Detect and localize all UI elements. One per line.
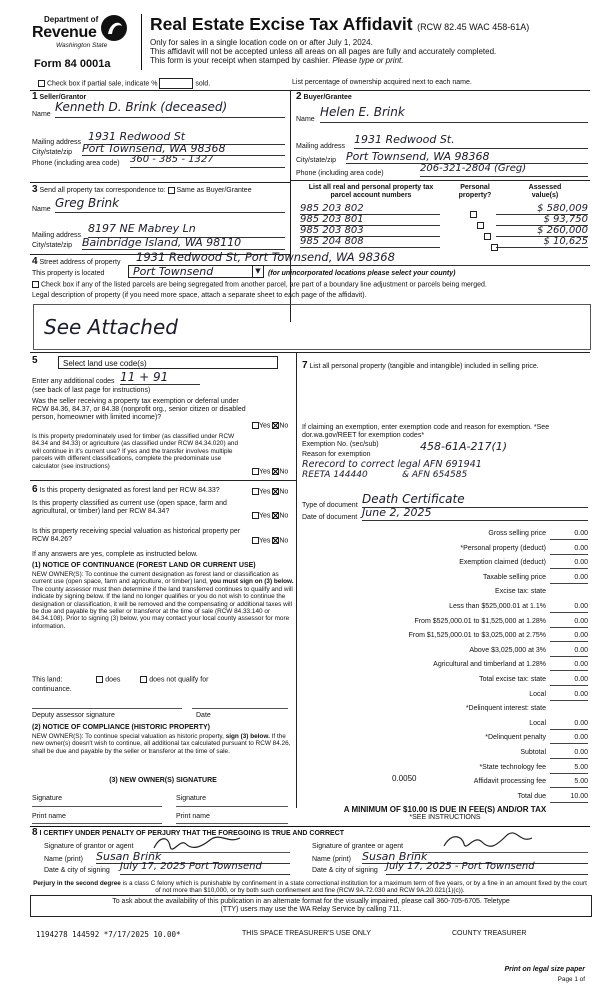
calc-value: 0.00 [574, 632, 588, 639]
same-as-buyer-checkbox[interactable] [168, 187, 175, 194]
grantor-date-field[interactable]: July 17, 2025 Port Townsend [120, 861, 290, 875]
calc-value-line [550, 743, 588, 744]
reason-field-2[interactable]: REETA 144440 & AFN 654585 [302, 470, 468, 480]
forest-yes-checkbox[interactable] [252, 488, 259, 495]
calc-label: From $525,000.01 to $1,525,000 at 1.28% [414, 618, 546, 625]
reason-field-1[interactable]: Rerecord to correct legal AFN 691941 [302, 459, 482, 470]
calc-value: 0.00 [574, 545, 588, 552]
timber-question: Is this property predominately used for timber (as classified under RCW 84.34 and 84.33) or agriculture (as classified under RCW 84.34.020) and will continue in it's current use? If yes and the transfer involves multiple parcels with different classifications, complete the predominate use calculator (see instructions) [32, 433, 239, 470]
grantor-name-field[interactable]: Susan Brink [96, 850, 290, 864]
calc-value-line [550, 729, 588, 730]
personal-property-checkbox[interactable] [484, 233, 491, 240]
calc-value: 0.00 [574, 749, 588, 756]
calc-value: 0.00 [574, 530, 588, 537]
notice-1-body: NEW OWNER(S): To continue the current designation as forest land or classification as current use (open space, farm and agriculture, or timber) land, you must sign on (3) below. The county assessor must then determine if the land transferred continues to qualify and will indicate by signing below. If the land no longer qualifies or you do not wish to continue the designation or classification, it will be removed and the compensating or additional taxes will be due and payable by the seller or transferor at the time of sale (RCW 84.33.140 or 84.34.108). Prior to signing (3) below, you may contact your local county assessor for more information. [32, 571, 294, 630]
calc-value: 0.00 [574, 734, 588, 741]
form-number: Form 84 0001a [34, 58, 111, 70]
calc-label: *Delinquent interest: state [465, 705, 546, 712]
assessed-header: Assessed value(s) [528, 184, 562, 199]
calc-label: *Personal property (deduct) [460, 545, 546, 552]
calc-value: 5.00 [574, 764, 588, 771]
calc-label: Local [529, 691, 546, 698]
section-2: 2 Buyer/Grantee [296, 91, 352, 102]
chevron-down-icon: ▼ [252, 266, 263, 277]
historic-answer: Yes No [252, 537, 288, 545]
buyer-name-field[interactable]: Helen E. Brink [320, 105, 588, 123]
treasurer-use-label: THIS SPACE TREASURER'S USE ONLY [242, 930, 371, 937]
tax-mail-field[interactable]: 8197 NE Mabrey Ln [88, 222, 285, 238]
notice-3-title: (3) NEW OWNER(S) SIGNATURE [109, 777, 217, 784]
forest-question: 6 Is this property designated as forest land per RCW 84.33? [32, 484, 220, 495]
minimum-due-note: A MINIMUM OF $10.00 IS DUE IN FEE(S) AND/OR TAX [343, 805, 547, 814]
additional-codes-label: Enter any additional codes [32, 378, 115, 385]
exemption-no-field[interactable]: 458-61A-217(1) [420, 440, 508, 453]
calc-value-line [550, 539, 588, 540]
calc-value-line [550, 656, 588, 657]
dor-swirl-icon [100, 14, 128, 42]
notice-1-title: (1) NOTICE OF CONTINUANCE (FOREST LAND OR CURRENT USE) [32, 562, 256, 569]
new-owner-signature-1: Signature [32, 795, 62, 802]
parcel-number-field[interactable]: 985 203 802 [300, 204, 440, 215]
partial-sale: Check box if partial sale, indicate % sold. [38, 78, 210, 89]
timber-answer: Yes No [252, 468, 288, 476]
calc-value: 0.00 [574, 647, 588, 654]
calc-value-line [550, 627, 588, 628]
seller-phone-label: Phone (including area code) [32, 160, 120, 167]
exemption-no-label: Exemption No. (sec/sub) [302, 441, 379, 448]
doc-type-field[interactable]: Death Certificate [362, 492, 588, 508]
seller-mail-label: Mailing address [32, 139, 82, 146]
new-owner-print-2: Print name [176, 813, 210, 820]
calc-value: 0.00 [574, 691, 588, 698]
historic-question: Is this property receiving special valuation as historical property per RCW 84.26? [32, 528, 241, 543]
seller-city-label: City/state/zip [32, 149, 73, 156]
buyer-city-label: City/state/zip [296, 157, 337, 164]
calc-value: 5.00 [574, 778, 588, 785]
legal-paper-note: Print on legal size paper [504, 966, 585, 973]
calc-label: From $1,525,000.01 to $3,025,000 at 2.75% [408, 632, 546, 639]
grantee-date-field[interactable]: July 17, 2025 - Port Townsend [386, 861, 588, 875]
assessed-value-field[interactable]: $ 580,009 [496, 204, 588, 215]
deputy-date-label: Date [196, 712, 211, 719]
title-text: Real Estate Excise Tax Affidavit [150, 14, 413, 34]
seller-name-label: Name [32, 111, 51, 118]
tax-city-label: City/state/zip [32, 242, 73, 249]
calc-label: Local [529, 720, 546, 727]
new-owner-print-1: Print name [32, 813, 66, 820]
reason-label: Reason for exemption [302, 451, 371, 458]
calc-label: Taxable selling price [482, 574, 546, 581]
ownership-note: List percentage of ownership acquired next to each name. [292, 79, 472, 86]
section-7: 7 List all personal property (tangible and intangible) included in selling price. [302, 360, 539, 371]
logo-state: Washington State [56, 42, 108, 49]
legal-description-box[interactable] [33, 304, 591, 350]
new-owner-signature-2: Signature [176, 795, 206, 802]
calc-label: Total excise tax: state [479, 676, 546, 683]
exemption-question: Was the seller receiving a property tax exemption or deferral under RCW 84.36, 84.37, or 84.38 (nonprofit org., senior citizen or disabled person, homeowner with limited income)? [32, 398, 246, 421]
located-label: This property is located [32, 270, 105, 277]
treasurer-stamp: 1194278 144592 *7/17/2025 10.00* [36, 930, 181, 939]
calc-label: Gross selling price [488, 530, 546, 537]
buyer-phone-field[interactable]: 206-321-2804 (Greg) [420, 163, 588, 177]
calc-label: Above $3,025,000 at 3% [469, 647, 546, 654]
exemption-no-checkbox[interactable] [272, 422, 279, 429]
segregated-row: Check box if any of the listed parcels are being segregated from another parcel, are part of a boundary line adjustment or parcels being merged. [32, 281, 592, 289]
historic-yes-checkbox[interactable] [252, 537, 259, 544]
calc-label: *Delinquent penalty [485, 734, 546, 741]
additional-codes-field[interactable]: 11 + 91 [120, 370, 200, 385]
parcel-number-field[interactable]: 985 203 803 [300, 226, 440, 237]
calc-label: Less than $525,000.01 at 1.1% [449, 603, 546, 610]
grantor-name-label: Name (print) [44, 856, 83, 863]
buyer-phone-label: Phone (including area code) [296, 170, 384, 177]
personal-header: Personal property? [458, 184, 492, 199]
buyer-mail-field[interactable]: 1931 Redwood St. [354, 133, 588, 149]
continuance-label: continuance. [32, 686, 72, 693]
notice-2-body: NEW OWNER(S): To continue special valuation as historic property, sign (3) below. If the new owner(s) doesn't wish to continue, all additional tax calculated pursuant to RCW 84.26, shall be due and payable by the seller or transferor at the time of sale. [32, 733, 291, 755]
location-select[interactable]: Port Townsend ▼ [128, 265, 264, 278]
buyer-title: Buyer/Grantee [303, 94, 352, 101]
calc-value: 10.00 [570, 793, 588, 800]
legal-label: Legal description of property (if you need more space, attach a separate sheet to each page of the affidavit). [32, 292, 367, 299]
form-title [150, 14, 590, 35]
parcel-number-field[interactable]: 985 203 801 [300, 215, 440, 226]
tax-name-label: Name [32, 206, 51, 213]
see-back-note: (see back of last page for instructions) [32, 387, 151, 394]
calc-value-line [550, 568, 588, 569]
section-1: 1 Seller/Grantor [32, 91, 87, 102]
current-use-yes-checkbox[interactable] [252, 512, 259, 519]
grantor-date-label: Date & city of signing [44, 867, 110, 874]
perjury-note: Perjury in the second degree is a class C felony which is punishable by confinement in a state correctional institution for a maximum term of five years, or by a fine in an amount fixed by the court of not more than $10,000, or by both such confinement and fine (RCW 9A.72.030 and RCW 9A.20.021(1)(c)). [33, 880, 587, 895]
calc-value-line [550, 787, 588, 788]
buyer-city-field[interactable]: Port Townsend, WA 98368 [346, 150, 588, 164]
calc-label: Excise tax: state [495, 588, 546, 595]
seller-title: Seller/Grantor [39, 94, 87, 101]
grantor-signature-label: Signature of grantor or agent [44, 843, 134, 850]
calc-value: 0.00 [574, 559, 588, 566]
seller-phone-field[interactable]: 360 - 385 - 1327 [130, 154, 285, 168]
calc-value-line [550, 641, 588, 642]
calc-value: 0.00 [574, 574, 588, 581]
header-line-1: Only for sales in a single location code on or after July 1, 2024. [150, 38, 373, 47]
land-does-not-checkbox[interactable] [140, 676, 147, 683]
exemption-intro: If claiming an exemption, enter exemption code and reason for exemption. *See dor.wa.gov/REET for exemption codes* [302, 424, 550, 439]
forest-answer: Yes No [252, 488, 288, 496]
calc-label: Total due [517, 793, 546, 800]
if-yes-note: If any answers are yes, complete as instructed below. [32, 551, 198, 558]
header-line-2: This affidavit will not be accepted unless all areas on all pages are fully and accurately completed. [150, 47, 497, 56]
calc-label: Subtotal [520, 749, 546, 756]
exemption-yes-checkbox[interactable] [252, 422, 259, 429]
calc-value-line [550, 685, 588, 686]
grantee-name-field[interactable]: Susan Brink [362, 850, 588, 864]
calc-value: 0.00 [574, 603, 588, 610]
calc-value-line [550, 612, 588, 613]
tax-city-field[interactable]: Bainbridge Island, WA 98110 [82, 236, 285, 250]
notice-2-title: (2) NOTICE OF COMPLIANCE (HISTORIC PROPERTY) [32, 724, 210, 731]
assessed-value-field[interactable]: $ 260,000 [496, 226, 588, 237]
section-3: 3 Send all property tax correspondence to: Same as Buyer/Grantee [32, 184, 252, 195]
dor-logo [30, 14, 130, 60]
calc-label: Exemption claimed (deduct) [459, 559, 546, 566]
doc-type-label: Type of document [302, 502, 358, 509]
calc-value-line [550, 758, 588, 759]
section-4: 4 Street address of property [32, 256, 121, 267]
calc-label: *State technology fee [479, 764, 546, 771]
see-instructions-note: *SEE INSTRUCTIONS [409, 814, 481, 821]
calc-value: 0.00 [574, 720, 588, 727]
land-use-select[interactable]: Select land use code(s) [58, 356, 278, 369]
calc-value-line [550, 583, 588, 584]
logo-revenue: Revenue [32, 24, 97, 41]
segregated-checkbox[interactable] [32, 281, 39, 288]
unincorporated-note: (for unincorporated locations please select your county) [268, 270, 456, 277]
deputy-signature-label: Deputy assessor signature [32, 712, 115, 719]
calc-value-line [550, 554, 588, 555]
current-use-answer: Yes No [252, 512, 288, 520]
local-rate: 0.0050 [392, 774, 417, 783]
property-address-field[interactable]: 1931 Redwood St, Port Townsend, WA 98368 [136, 250, 590, 266]
grantee-signature-label: Signature of grantee or agent [312, 843, 404, 850]
alt-format-note: To ask about the availability of this publication in an alternate format for the visually impaired, please call 360-705-6705. Teletype (TTY) users may use the WA Relay Service by calling 711. [30, 895, 592, 917]
tax-name-field[interactable]: Greg Brink [55, 196, 285, 213]
assessed-value-field[interactable]: $ 93,750 [496, 215, 588, 226]
calc-value-line [550, 670, 588, 671]
calc-value-line [550, 802, 588, 803]
calc-value: 0.00 [574, 618, 588, 625]
calc-value-line [550, 700, 588, 701]
title-rcw: (RCW 82.45 WAC 458-61A) [417, 22, 530, 32]
doc-date-label: Date of document [302, 514, 358, 521]
grantee-signature-image [440, 832, 540, 850]
personal-property-checkbox[interactable] [477, 222, 484, 229]
calc-value-line [550, 773, 588, 774]
buyer-name-label: Name [296, 116, 315, 123]
parcel-number-field[interactable]: 985 204 808 [300, 237, 440, 248]
logo-dept: Department of [44, 15, 99, 24]
assessed-value-field[interactable]: $ 10,625 [496, 237, 588, 248]
grantee-date-label: Date & city of signing [312, 867, 378, 874]
seller-city-field[interactable]: Port Townsend, WA 98368 [82, 142, 285, 156]
this-land-row: This land: does does not qualify for [32, 676, 209, 684]
personal-property-checkbox[interactable] [470, 211, 477, 218]
calc-value: 0.00 [574, 661, 588, 668]
seller-mail-field[interactable]: 1931 Redwood St [88, 130, 285, 145]
current-use-question: Is this property classified as current use (open space, farm and agricultural, or timber) land per RCW 84.34? [32, 500, 227, 515]
historic-no-checkbox[interactable] [272, 537, 279, 544]
page-number: Page 1 of [557, 976, 585, 983]
timber-yes-checkbox[interactable] [252, 468, 259, 475]
partial-percent-field[interactable] [159, 78, 193, 89]
partial-sale-checkbox[interactable] [38, 80, 45, 87]
seller-name-field[interactable]: Kenneth D. Brink (deceased) [55, 100, 285, 118]
timber-no-checkbox[interactable] [272, 468, 279, 475]
calc-label: Affidavit processing fee [473, 778, 546, 785]
forest-no-checkbox[interactable] [272, 488, 279, 495]
legal-description-value: See Attached [44, 315, 178, 339]
calc-value: 0.00 [574, 676, 588, 683]
county-treasurer-label: COUNTY TREASURER [452, 930, 527, 937]
calc-label: Agricultural and timberland at 1.28% [433, 661, 546, 668]
buyer-mail-label: Mailing address [296, 143, 346, 150]
parcel-header: List all real and personal property tax parcel account numbers [308, 184, 434, 199]
doc-date-field[interactable]: June 2, 2025 [362, 506, 588, 521]
grantee-name-label: Name (print) [312, 856, 351, 863]
exemption-answer: Yes No [252, 422, 288, 430]
land-does-checkbox[interactable] [96, 676, 103, 683]
tax-mail-label: Mailing address [32, 232, 82, 239]
current-use-no-checkbox[interactable] [272, 512, 279, 519]
section-8-title: 8 I CERTIFY UNDER PENALTY OF PERJURY THAT THE FOREGOING IS TRUE AND CORRECT [32, 827, 345, 838]
header-line-3: This form is your receipt when stamped by cashier. Please type or print. [150, 56, 404, 65]
